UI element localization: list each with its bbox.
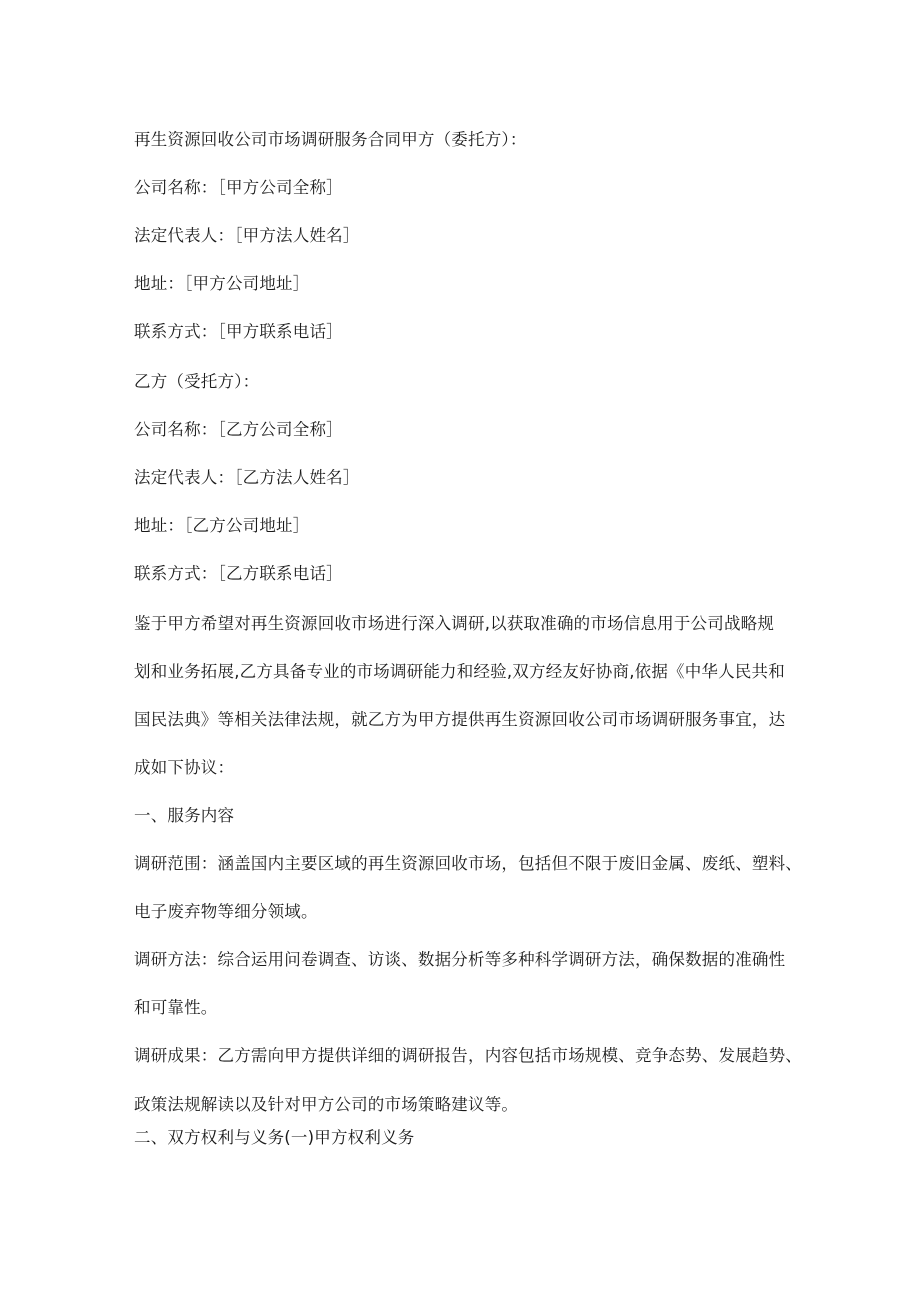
method-line: 和可靠性。	[134, 998, 218, 1017]
party-a-contact: 联系方式：［甲方联系电话］	[134, 322, 343, 341]
party-b-company: 公司名称：［乙方公司全称］	[134, 420, 343, 439]
party-b-address: 地址：［乙方公司地址］	[134, 516, 310, 535]
party-a-address: 地址：［甲方公司地址］	[134, 274, 310, 293]
scope-line: 调研范围：涵盖国内主要区域的再生资源回收市场，包括但不限于废旧金属、废纸、塑料、	[134, 854, 802, 873]
method-line: 调研方法：综合运用问卷调查、访谈、数据分析等多种科学调研方法，确保数据的准确性	[134, 950, 786, 969]
preamble-line: 国民法典》等相关法律法规，就乙方为甲方提供再生资源回收公司市场调研服务事宜，达	[134, 710, 786, 729]
party-b-heading: 乙方（受托方）：	[134, 372, 260, 391]
section1-heading: 一、服务内容	[134, 806, 235, 825]
preamble-line: 鉴于甲方希望对再生资源回收市场进行深入调研,以获取准确的市场信息用于公司战略规	[134, 614, 775, 633]
party-b-contact: 联系方式：［乙方联系电话］	[134, 564, 343, 583]
contract-title-line: 再生资源回收公司市场调研服务合同甲方（委托方）：	[134, 130, 527, 149]
result-line: 政策法规解读以及针对甲方公司的市场策略建议等。	[134, 1095, 519, 1114]
preamble-line: 划和业务拓展,乙方具备专业的市场调研能力和经验,双方经友好协商,依据《中华人民共和	[134, 662, 785, 681]
party-a-representative: 法定代表人：［甲方法人姓名］	[134, 226, 360, 245]
party-a-company: 公司名称：［甲方公司全称］	[134, 178, 343, 197]
result-line: 调研成果：乙方需向甲方提供详细的调研报告，内容包括市场规模、竞争态势、发展趋势、	[134, 1046, 802, 1065]
preamble-line: 成如下协议：	[134, 758, 235, 777]
scope-line: 电子废弃物等细分领域。	[134, 902, 318, 921]
party-b-representative: 法定代表人：［乙方法人姓名］	[134, 468, 360, 487]
section2-heading: 二、双方权利与义务(一)甲方权利义务	[134, 1128, 415, 1147]
